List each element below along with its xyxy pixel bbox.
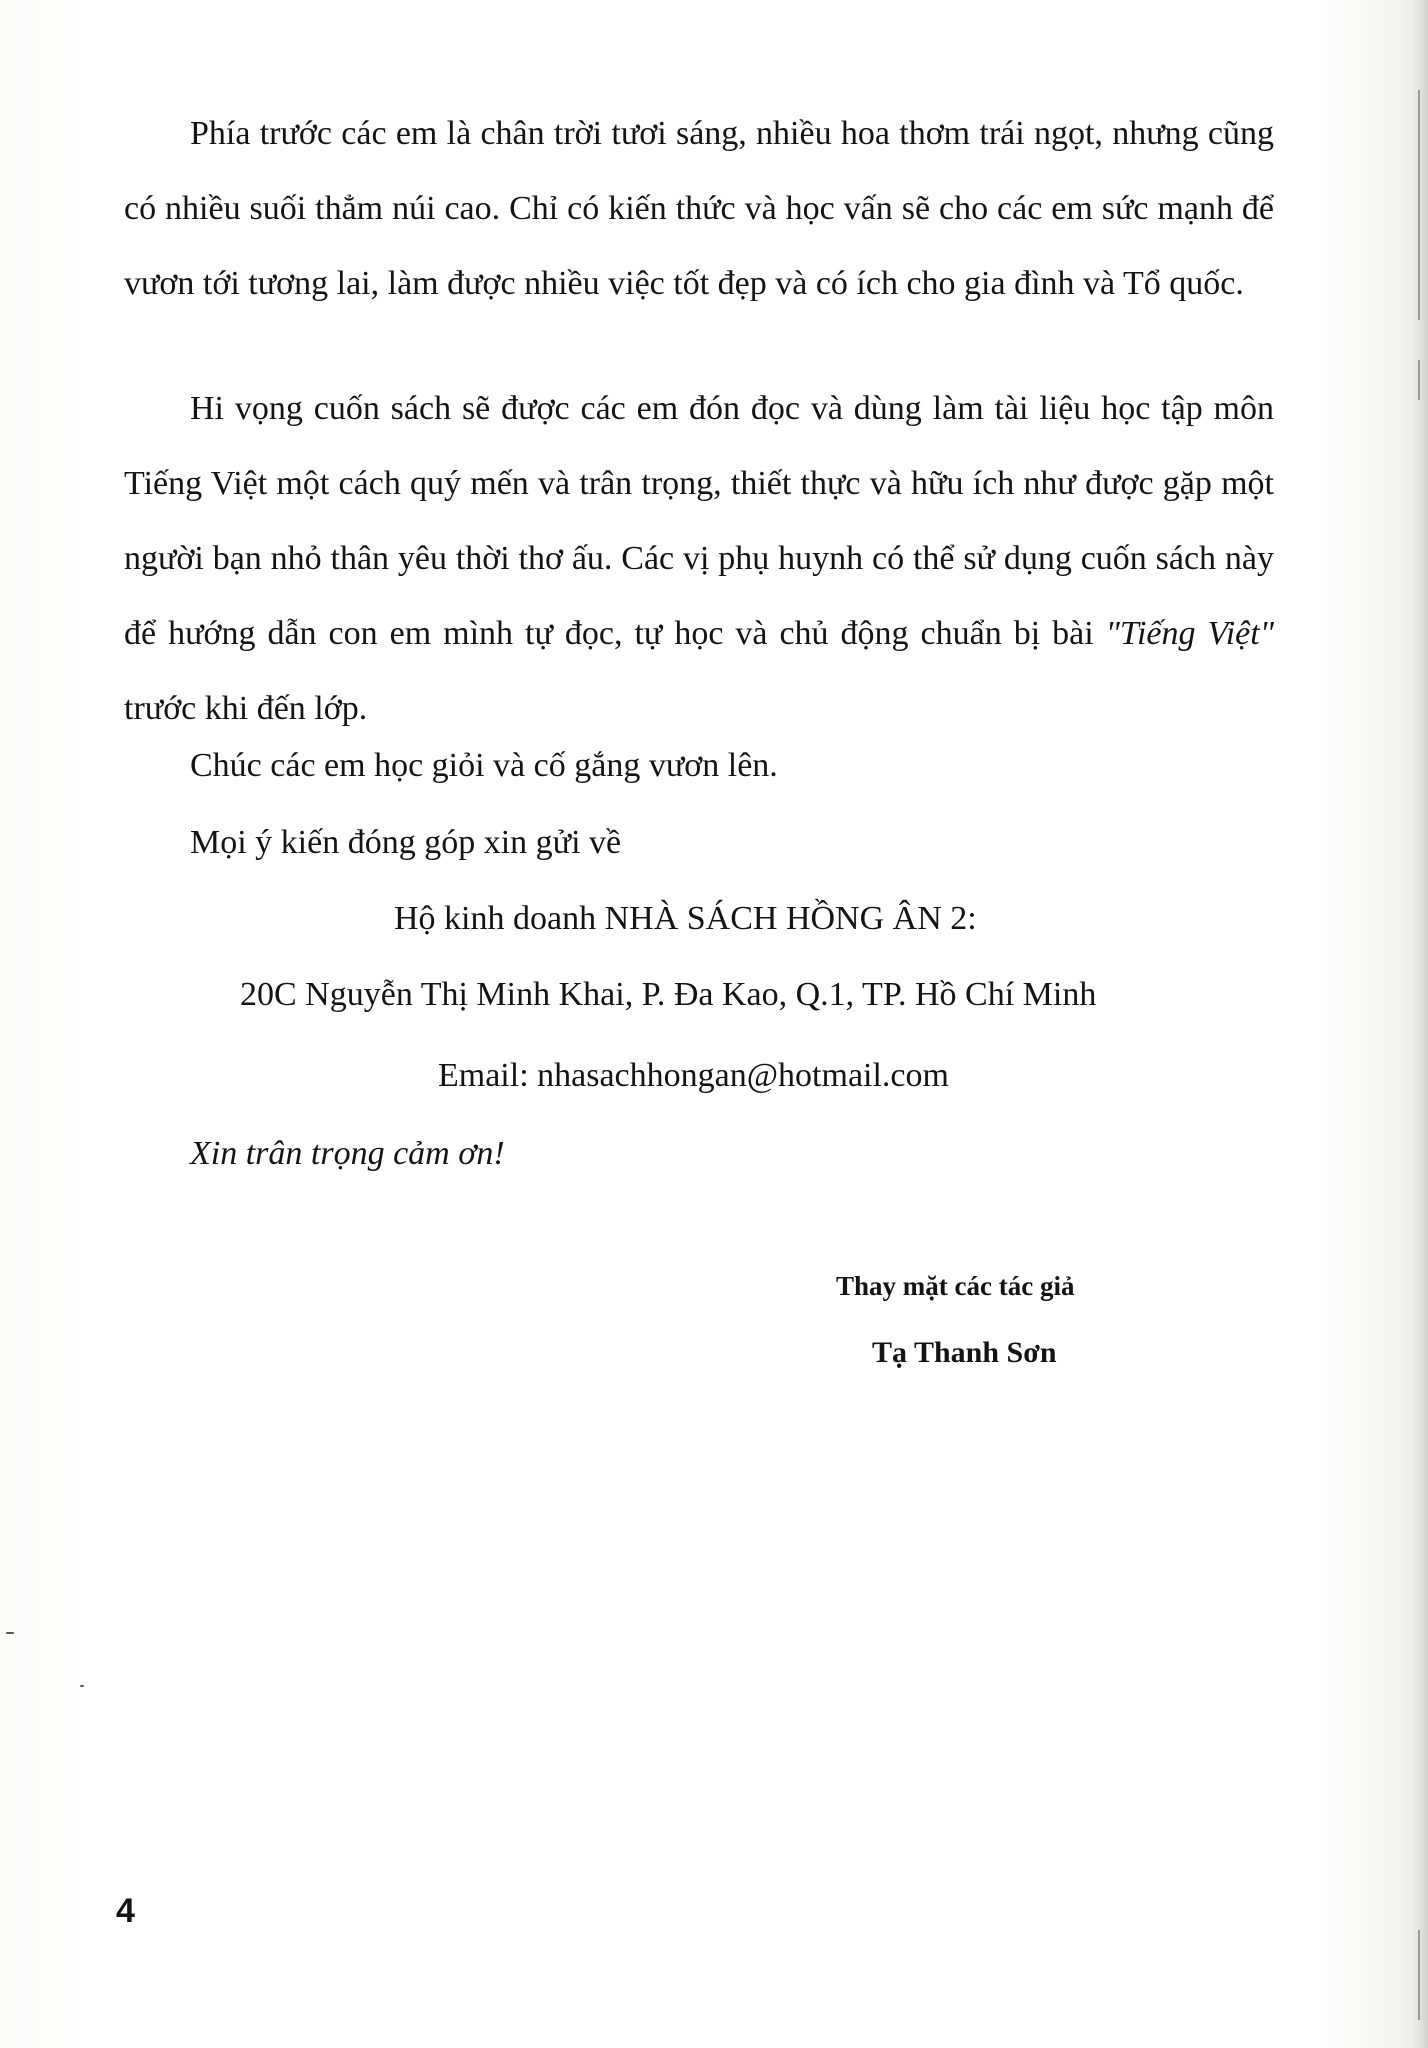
paragraph-hope: [124, 371, 1274, 746]
signature-on-behalf: Thay mặt các tác giả: [836, 1271, 1075, 1301]
paragraph-hope-text: Hi vọng cuốn sách sẽ được các em đón đọc và dùng làm tài liệu học tập môn Tiếng Việt một cách quý mến và trân trọng, thiết thực và hữu ích như được gặp một người bạn nhỏ thân yêu thời thơ ấu. Các vị phụ huynh có thể sử dụng cuốn sách này để hướng dẫn con em mình tự đọc, tự học và chủ động chuẩn bị bài: [124, 390, 1274, 652]
closing-thanks: Xin trân trọng cảm ơn!: [190, 1135, 505, 1172]
feedback-line: Mọi ý kiến đóng góp xin gửi về: [190, 824, 622, 861]
page-edge-mark: [1418, 90, 1420, 320]
page-edge-mark: [1418, 360, 1420, 400]
page-edge-shadow: [1412, 0, 1428, 2048]
book-title-emphasis: "Tiếng Việt": [1105, 615, 1274, 652]
paragraph-future: [124, 96, 1274, 321]
paragraph-hope-ending: trước khi đến lớp.: [124, 690, 368, 727]
business-email: Email: nhasachhongan@hotmail.com: [438, 1057, 949, 1094]
business-address: 20C Nguyễn Thị Minh Khai, P. Đa Kao, Q.1, TP. Hồ Chí Minh: [240, 976, 1097, 1013]
signature-name: Tạ Thanh Sơn: [872, 1336, 1057, 1369]
scan-speck: [80, 1685, 84, 1687]
business-name: Hộ kinh doanh NHÀ SÁCH HỒNG ÂN 2:: [394, 900, 977, 937]
scan-speck: [6, 1632, 14, 1634]
paragraph-future-text: Phía trước các em là chân trời tươi sáng, nhiều hoa thơm trái ngọt, nhưng cũng có nhiều suối thẳm núi cao. Chỉ có kiến thức và học vấn sẽ cho các em sức mạnh để vươn tới tương lai, làm được nhiều việc tốt đẹp và có ích cho gia đình và Tổ quốc.: [124, 115, 1274, 302]
wish-line: Chúc các em học giỏi và cố gắng vươn lên.: [190, 747, 778, 784]
page-edge-mark: [1418, 1930, 1420, 2020]
page-number: 4: [116, 1892, 135, 1930]
